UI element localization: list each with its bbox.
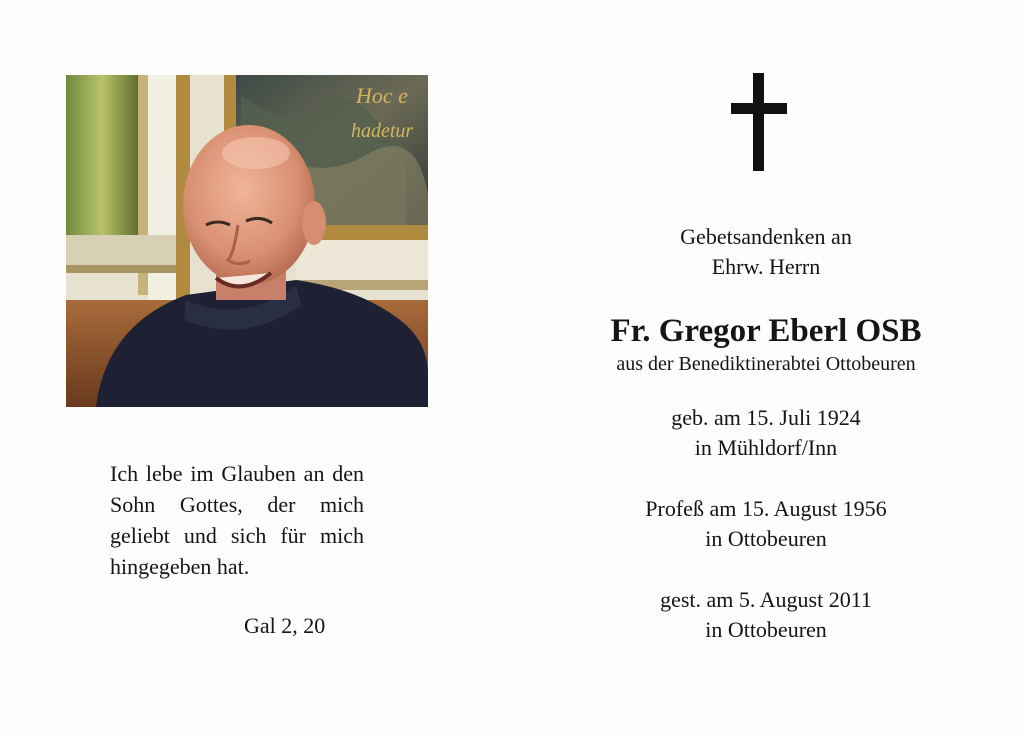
profession-date: Profeß am 15. August 1956 xyxy=(645,496,887,521)
birth-date: geb. am 15. Juli 1924 xyxy=(671,405,861,430)
latin-cross-icon xyxy=(731,73,787,171)
birth-place: in Mühldorf/Inn xyxy=(694,435,838,460)
honorific-line: Ehrw. Herrn xyxy=(711,254,821,279)
svg-text:Hoc e: Hoc e xyxy=(356,83,408,108)
scripture-quote: Ich lebe im Glauben an den Sohn Gottes, der mich geliebt und sich für mich hingegeben hat. xyxy=(110,461,364,579)
death-place: in Ottobeuren xyxy=(705,617,827,642)
svg-text:hadetur: hadetur xyxy=(351,120,414,142)
portrait-photo xyxy=(66,75,428,407)
scripture-reference: Gal 2, 20 xyxy=(244,613,326,638)
memorial-details xyxy=(540,222,992,645)
dedication-line: Gebetsandenken an xyxy=(680,224,852,249)
deceased-name: Fr. Gregor Eberl OSB xyxy=(610,313,922,349)
portrait-image xyxy=(66,75,428,407)
affiliation-line: aus der Benediktinerabtei Ottobeuren xyxy=(616,353,916,375)
profession-place: in Ottobeuren xyxy=(705,526,827,551)
death-date: gest. am 5. August 2011 xyxy=(660,587,872,612)
